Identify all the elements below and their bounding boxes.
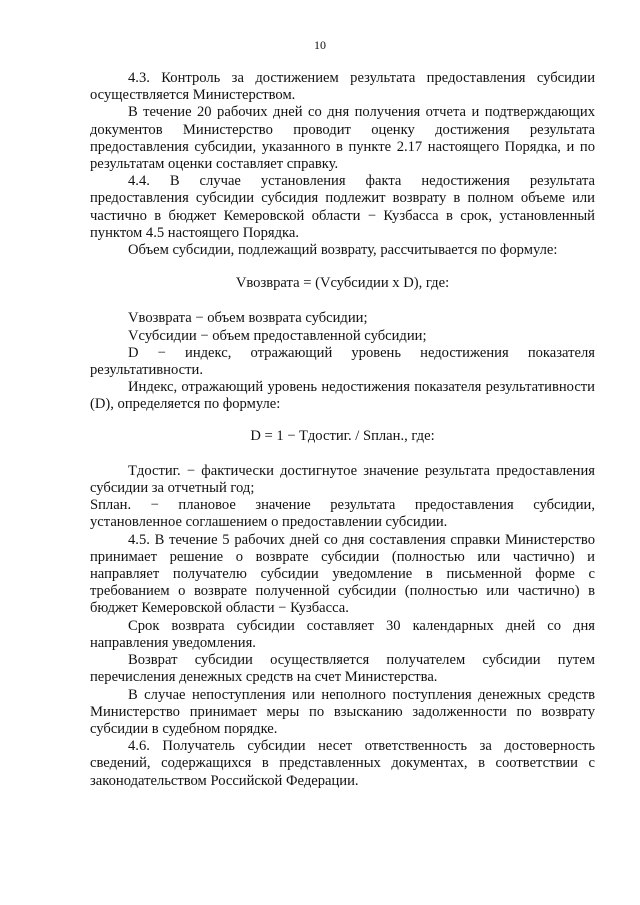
formula-d-index: D = 1 − Tдостиг. / Sплан., где: — [250, 427, 435, 444]
paragraph-formula-intro: Объем субсидии, подлежащий возврату, рассчитывается по формуле: — [128, 242, 558, 259]
definition-d-index: D − индекс, отражающий уровень недостижения показателя результативности. — [90, 344, 595, 379]
document-body — [90, 70, 595, 790]
paragraph-index-formula-intro: Индекс, отражающий уровень недостижения показателя результативности (D), определяется по формуле: — [90, 379, 595, 413]
paragraph-4-4: 4.4. В случае установления факта недостижения результата предоставления субсидии субсидия подлежит возврату в полном объеме или частично в бюджет Кемеровской области − Кузбасса в срок, установленный пунктом 4.5 настоящего Порядка. — [90, 173, 595, 241]
definition-v-subsidy: Vсубсидии − объем предоставленной субсидии; — [128, 327, 427, 344]
paragraph-4-6: 4.6. Получатель субсидии несет ответственность за достоверность сведений, содержащихся в представленных документах, в соответствии с законодательством Российской Федерации. — [90, 738, 595, 789]
definition-s-planned: Sплан. − плановое значение результата предоставления субсидии, установленное соглашением о предоставлении субсидии. — [90, 497, 595, 531]
paragraph-assessment: В течение 20 рабочих дней со дня получения отчета и подтверждающих документов Министерство проводит оценку достижения результата предоставления субсидии, указанного в пункте 2.17 настоящего Порядка, и по результатам оценки составляет справку. — [90, 104, 595, 173]
formula-refund-volume: Vвозврата = (Vсубсидии x D), где: — [235, 275, 450, 292]
paragraph-4-5: 4.5. В течение 5 рабочих дней со дня составления справки Министерство принимает решение о возврате субсидии (полностью или частично) и направляет получателю субсидии уведомление в письменной форме с требованием о возврате полученной субсидии (полностью или частично) в бюджет Кемеровской области − Кузбасса. — [90, 531, 595, 617]
definition-t-achieved: Tдостиг. − фактически достигнутое значение результата предоставления субсидии за отчетный год; — [90, 462, 595, 497]
definition-v-refund: Vвозврата − объем возврата субсидии; — [128, 310, 368, 327]
paragraph-refund-term: Срок возврата субсидии составляет 30 календарных дней со дня направления уведомления. — [90, 617, 595, 651]
paragraph-refund-method: Возврат субсидии осуществляется получателем субсидии путем перечисления денежных средств на счет Министерства. — [90, 652, 595, 686]
paragraph-4-3: 4.3. Контроль за достижением результата предоставления субсидии осуществляется Министерством. — [90, 70, 595, 104]
paragraph-recovery: В случае непоступления или неполного поступления денежных средств Министерство принимает меры по взысканию задолженности по возврату субсидии в судебном порядке. — [90, 686, 595, 737]
page-number: 10 — [314, 38, 326, 52]
